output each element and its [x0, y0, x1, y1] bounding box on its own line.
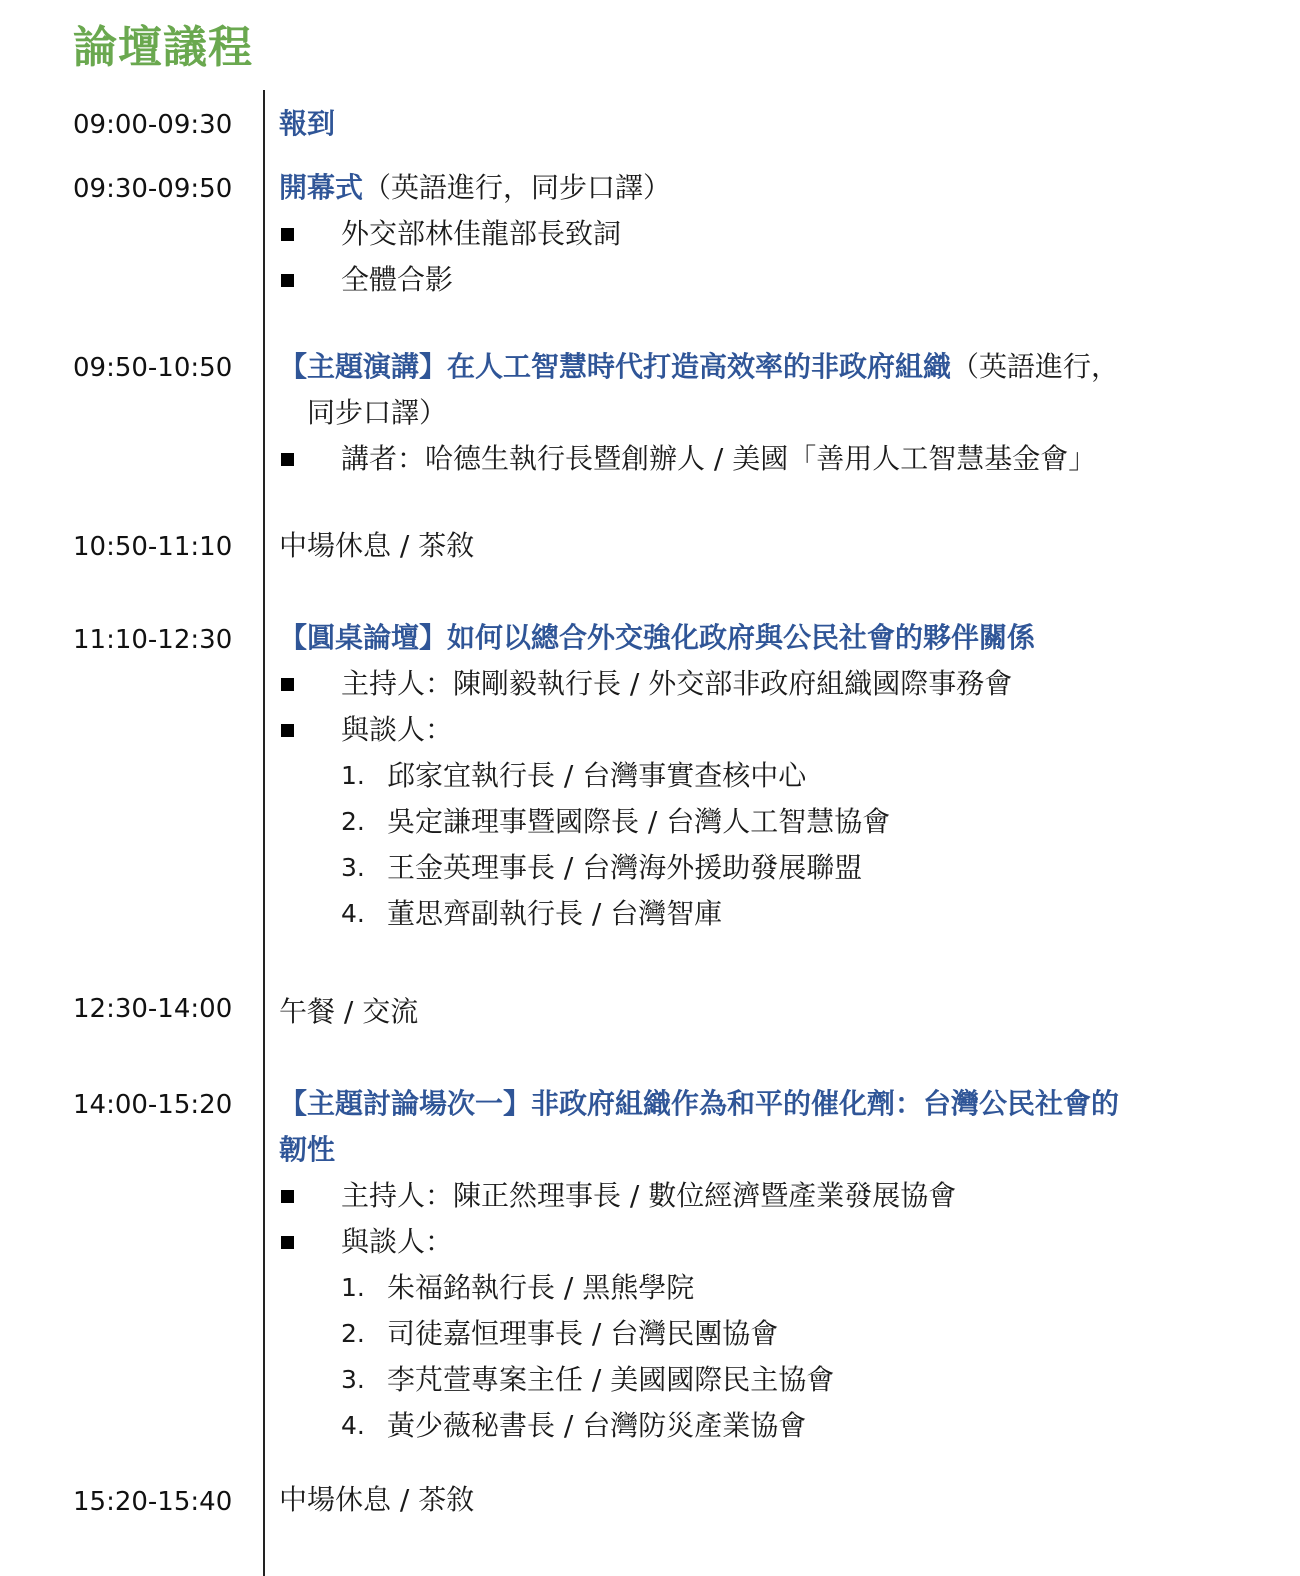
agenda-note: （英語進行，同步口譯）	[363, 171, 672, 204]
agenda-heading: 報到	[279, 107, 336, 140]
agenda-time: 11:10-12:30	[73, 625, 233, 655]
panelist-item	[279, 845, 1239, 891]
panelist-text: 黃少薇秘書長 / 台灣防災產業協會	[387, 1409, 807, 1442]
agenda-text: 午餐 / 交流	[279, 995, 419, 1028]
panelist-text: 朱福銘執行長 / 黑熊學院	[387, 1271, 695, 1304]
agenda-time: 09:30-09:50	[73, 174, 233, 204]
agenda-item-session-one	[279, 1081, 1239, 1449]
panelist-text: 吳定謙理事暨國際長 / 台灣人工智慧協會	[387, 805, 891, 838]
agenda-heading: 開幕式	[279, 171, 364, 204]
panelist-item	[279, 1265, 1239, 1311]
panelist-number: 1.	[341, 761, 365, 790]
panelist-item	[279, 1357, 1239, 1403]
agenda-item-keynote	[279, 344, 1239, 482]
panel-label: 與談人：	[279, 1219, 1239, 1265]
agenda-item-registration	[279, 101, 1239, 147]
timeline-divider	[263, 90, 265, 1576]
agenda-item-break	[279, 523, 1239, 569]
agenda-item-opening	[279, 165, 1239, 303]
bullet-item: 外交部林佳龍部長致詞	[279, 211, 1239, 257]
bullet-item: 全體合影	[279, 257, 1239, 303]
host-item: 主持人：陳剛毅執行長 / 外交部非政府組織國際事務會	[279, 661, 1239, 707]
panelist-number: 4.	[341, 899, 365, 928]
agenda-heading: 【圓桌論壇】如何以總合外交強化政府與公民社會的夥伴關係	[279, 621, 1036, 654]
agenda-item-lunch	[279, 989, 1239, 1035]
agenda-time: 09:00-09:30	[73, 110, 233, 140]
agenda-note-continued: 同步口譯）	[307, 396, 448, 429]
panelist-item	[279, 891, 1239, 937]
panelist-number: 3.	[341, 853, 365, 882]
agenda-item-break-2	[279, 1477, 1239, 1523]
agenda-item-roundtable	[279, 615, 1239, 937]
agenda-text: 中場休息 / 茶敘	[279, 1483, 475, 1516]
agenda-time: 14:00-15:20	[73, 1090, 233, 1120]
panelist-item	[279, 753, 1239, 799]
panelist-text: 邱家宜執行長 / 台灣事實查核中心	[387, 759, 807, 792]
host-item: 主持人：陳正然理事長 / 數位經濟暨產業發展協會	[279, 1173, 1239, 1219]
page-title: 論壇議程	[73, 22, 253, 73]
panelist-number: 2.	[341, 1319, 365, 1348]
agenda-heading: 【主題討論場次一】非政府組織作為和平的催化劑：台灣公民社會的	[279, 1087, 1120, 1120]
panelist-text: 王金英理事長 / 台灣海外援助發展聯盟	[387, 851, 863, 884]
panel-label: 與談人：	[279, 707, 1239, 753]
panelist-number: 3.	[341, 1365, 365, 1394]
agenda-time: 09:50-10:50	[73, 353, 233, 383]
panelist-item	[279, 799, 1239, 845]
bullet-item: 講者：哈德生執行長暨創辦人 / 美國「善用人工智慧基金會」	[279, 436, 1239, 482]
agenda-note: （英語進行，	[951, 350, 1120, 383]
panelist-item	[279, 1311, 1239, 1357]
agenda-time: 10:50-11:10	[73, 532, 233, 562]
panelist-number: 2.	[341, 807, 365, 836]
panelist-text: 李芃萱專案主任 / 美國國際民主協會	[387, 1363, 835, 1396]
panelist-item	[279, 1403, 1239, 1449]
agenda-time: 12:30-14:00	[73, 994, 233, 1024]
panelist-text: 司徒嘉恒理事長 / 台灣民團協會	[387, 1317, 779, 1350]
agenda-heading: 【主題演講】在人工智慧時代打造高效率的非政府組織	[279, 350, 952, 383]
panelist-number: 4.	[341, 1411, 365, 1440]
panelist-number: 1.	[341, 1273, 365, 1302]
agenda-time: 15:20-15:40	[73, 1487, 233, 1517]
agenda-text: 中場休息 / 茶敘	[279, 529, 475, 562]
panelist-text: 董思齊副執行長 / 台灣智庫	[387, 897, 723, 930]
agenda-heading-continued: 韌性	[279, 1133, 336, 1166]
